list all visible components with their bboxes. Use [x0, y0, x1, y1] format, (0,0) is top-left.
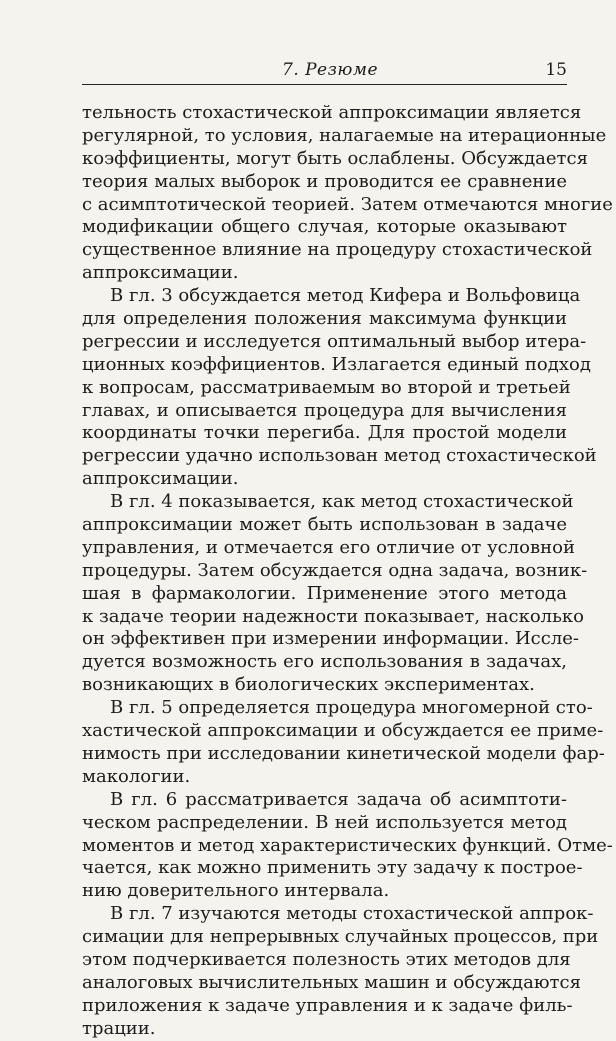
text-line: дуется возможность его использования в задачах,	[82, 651, 567, 673]
text-line: трации.	[82, 1017, 156, 1039]
text-line: В гл. 5 определяется процедура многомерной сто-	[110, 697, 593, 719]
text-line: В гл. 4 показывается, как метод стохастической	[110, 491, 574, 513]
text-line: нимость при исследовании кинетической модели фар-	[82, 742, 605, 764]
text-line: коэффициенты, могут быть ослаблены. Обсуждается	[82, 147, 588, 169]
text-line: В гл. 7 изучаются методы стохастической аппрок-	[110, 903, 594, 925]
text-line: регрессии удачно использован метод стохастической	[82, 445, 597, 467]
text-line: ционных коэффициентов. Излагается единый подход	[82, 353, 591, 375]
text-line: существенное влияние на процедуру стохастической	[82, 239, 593, 261]
text-line: для определения положения максимума функции	[82, 308, 567, 330]
text-line: модификации общего случая, которые оказывают	[82, 216, 567, 238]
text-line: регулярной, то условия, налагаемые на итерационные	[82, 124, 607, 146]
text-line: этом подчеркивается полезность этих методов для	[82, 948, 571, 970]
text-line: аналоговых вычислительных машин и обсуждаются	[82, 971, 581, 993]
text-line: макологии.	[82, 765, 191, 787]
text-line: тельность стохастической аппроксимации является	[82, 102, 582, 123]
text-line: симации для непрерывных случайных процессов, при	[82, 926, 599, 948]
paragraph	[82, 697, 605, 789]
paragraph	[82, 285, 597, 491]
text-line: регрессии и исследуется оптимальный выбор итера-	[82, 330, 587, 352]
text-line: В гл. 3 обсуждается метод Кифера и Вольфовица	[110, 285, 581, 307]
text-line: ческом распределении. В ней используется метод	[82, 811, 567, 833]
text-line: аппроксимации может быть использован в задаче	[82, 514, 567, 536]
text-line: управления, и отмечается его отличие от условной	[82, 536, 575, 558]
paragraph	[82, 102, 613, 285]
text-line: к задаче теории надежности показывает, насколько	[82, 605, 585, 627]
section-title: 7. Резюме	[282, 60, 379, 80]
text-line: хастической аппроксимации и обсуждается ее приме-	[82, 720, 604, 742]
text-line: возникающих в биологических экспериментах.	[82, 674, 535, 696]
paragraph	[82, 788, 613, 903]
text-line: приложения к задаче управления и к задаче филь-	[82, 994, 573, 1016]
text-line: аппроксимации.	[82, 262, 239, 284]
text-line: процедуры. Затем обсуждается одна задача, возник-	[82, 559, 588, 581]
text-line: В гл. 6 рассматривается задача об асимптоти-	[110, 788, 567, 810]
text-line: координаты точки перегиба. Для простой модели	[82, 422, 567, 444]
text-line: теория малых выборок и проводится ее сравнение	[82, 170, 567, 192]
body-text	[82, 102, 613, 1041]
paragraph	[82, 903, 599, 1040]
text-line: к вопросам, рассматриваемым во второй и третьей	[82, 376, 571, 398]
text-line: шая в фармакологии. Применение этого метода	[82, 582, 567, 604]
text-line: нию доверительного интервала.	[82, 880, 390, 902]
text-line: он эффективен при измерении информации. Иссле-	[82, 628, 579, 650]
text-line: чается, как можно применить эту задачу к построе-	[82, 857, 583, 879]
text-line: моментов и метод характеристических функций. Отме-	[82, 834, 613, 856]
running-header	[82, 60, 567, 86]
text-line: аппроксимации.	[82, 468, 239, 490]
text-line: с асимптотической теорией. Затем отмечаются многие	[82, 193, 613, 215]
text-line: главах, и описывается процедура для вычисления	[82, 399, 567, 421]
page-number: 15	[545, 60, 567, 80]
header-rule	[82, 84, 567, 85]
paragraph	[82, 491, 588, 697]
